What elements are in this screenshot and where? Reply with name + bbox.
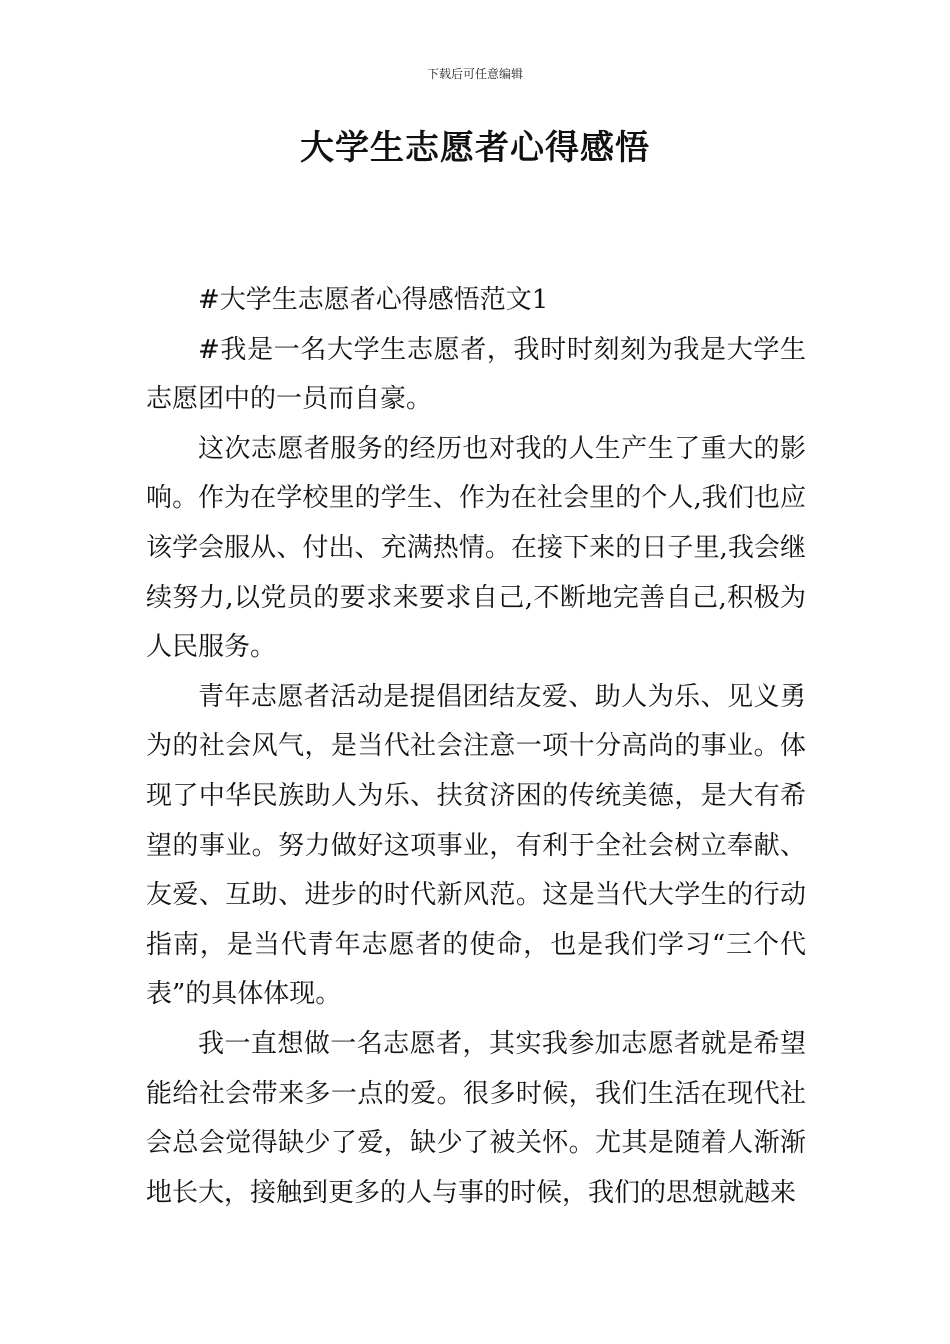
paragraph-2: #我是一名大学生志愿者，我时时刻刻为我是大学生志愿团中的一员而自豪。	[146, 334, 806, 415]
paragraph-3: 这次志愿者服务的经历也对我的人生产生了重大的影响。作为在学校里的学生、作为在社会里的个人,我们也应该学会服从、付出、充满热情。在接下来的日子里,我会继续努力,以党员的要求来要求自己,不断地完善自己,积极为人民服务。	[146, 433, 806, 663]
paragraph-1: #大学生志愿者心得感悟范文1	[198, 285, 549, 315]
paragraph-5: 我一直想做一名志愿者，其实我参加志愿者就是希望能给社会带来多一点的爱。很多时候，我们生活在现代社会总会觉得缺少了爱，缺少了被关怀。尤其是随着人渐渐地长大，接触到更多的人与事的时候，我们的思想就越来	[146, 1028, 806, 1208]
paragraph-4: 青年志愿者活动是提倡团结友爱、助人为乐、见义勇为的社会风气，是当代社会注意一项十分高尚的事业。体现了中华民族助人为乐、扶贫济困的传统美德，是大有希望的事业。努力做好这项事业，有利于全社会树立奉献、友爱、互助、进步的时代新风范。这是当代大学生的行动指南，是当代青年志愿者的使命，也是我们学习“三个代表”的具体体现。	[146, 681, 806, 1010]
document-body	[146, 276, 806, 1218]
page-header: 下载后可任意编辑	[426, 67, 523, 81]
document-title: 大学生志愿者心得感悟	[300, 128, 650, 168]
